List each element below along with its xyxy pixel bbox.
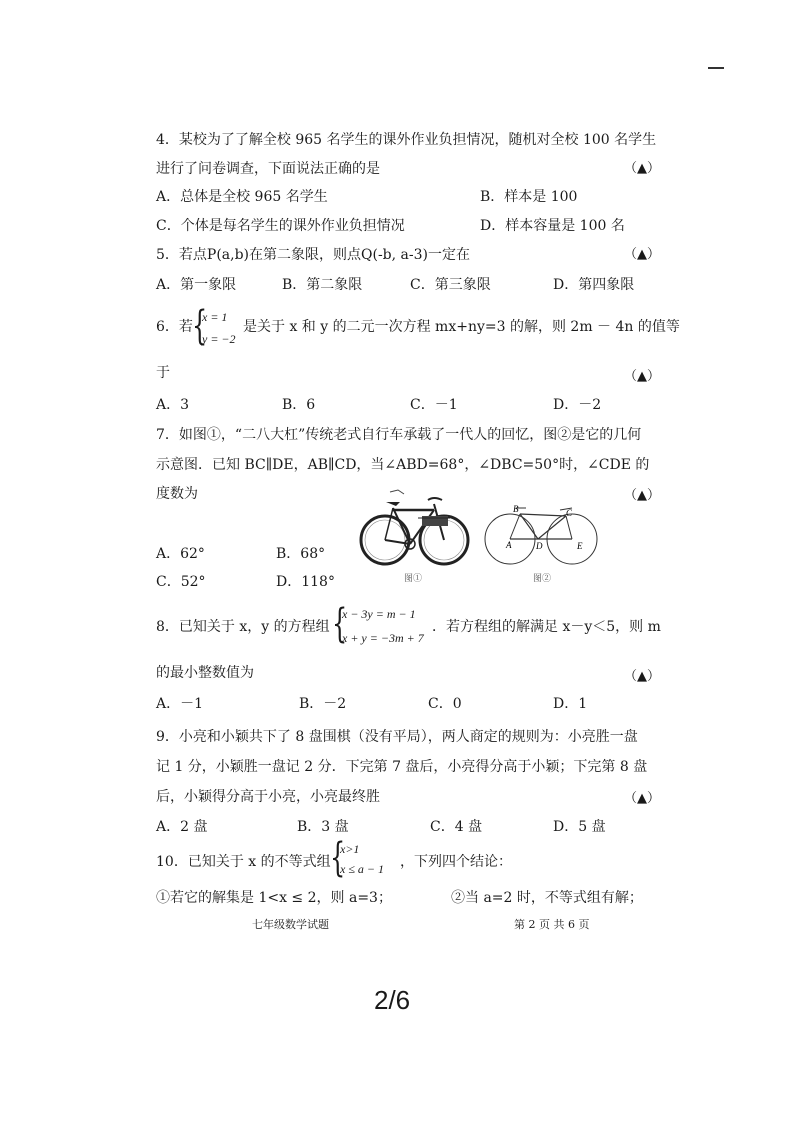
q8-option-a: A．－1 <box>156 696 204 712</box>
q10-prefix: 10．已知关于 x 的不等式组 <box>156 854 331 870</box>
q4-line-2: 进行了问卷调查，下面说法正确的是 <box>156 161 380 177</box>
q6-brace: { <box>192 303 208 349</box>
q4-option-a: A．总体是全校 965 名学生 <box>156 189 328 205</box>
q4-answer-mark: （▲） <box>624 161 660 176</box>
q8-system-eq-2: x + y = −3m + 7 <box>342 631 424 645</box>
q10-system-eq-1: x>1 <box>340 842 360 856</box>
figure-2-caption: 图② <box>533 574 552 584</box>
bicycle-geometry-figure <box>480 494 605 570</box>
q6-system-eq-2: y = −2 <box>202 332 236 346</box>
q8-option-c: C．0 <box>428 696 462 712</box>
bicycle-photo-figure <box>358 488 473 570</box>
footer-exam-title: 七年级数学试题 <box>252 918 329 931</box>
q8-prefix: 8．已知关于 x，y 的方程组 <box>156 619 330 635</box>
q9-line-2: 记 1 分，小颖胜一盘记 2 分．下完第 7 盘后，小亮得分高于小颖；下完第 8 盘 <box>156 759 648 775</box>
footer-page-info: 第 2 页 共 6 页 <box>514 918 590 931</box>
q10-line-1-rest: ，下列四个结论： <box>400 854 512 870</box>
q9-answer-mark: （▲） <box>624 791 660 806</box>
q8-system-eq-1: x − 3y = m − 1 <box>342 607 416 621</box>
q6-option-b: B．6 <box>282 397 316 413</box>
q9-option-c: C．4 盘 <box>430 819 483 835</box>
q7-line-2: 示意图．已知 BC∥DE，AB∥CD，当∠ABD=68°，∠DBC=50°时，∠CDE 的 <box>156 457 650 473</box>
q6-prefix: 6．若 <box>156 319 193 335</box>
q10-brace: { <box>330 835 346 881</box>
q7-option-c: C．52° <box>156 574 206 590</box>
q7-line-3: 度数为 <box>156 486 198 502</box>
q5-option-d: D．第四象限 <box>553 277 635 293</box>
q10-conclusion-2: ②当 a=2 时，不等式组有解； <box>451 890 643 906</box>
q9-line-3: 后，小颖得分高于小亮，小亮最终胜 <box>156 789 380 805</box>
q8-line-1-rest: ．若方程组的解满足 x－y＜5，则 m <box>432 619 661 635</box>
q9-option-a: A．2 盘 <box>156 819 208 835</box>
q8-line-2: 的最小整数值为 <box>156 665 254 681</box>
q10-conclusion-1: ①若它的解集是 1<x ≤ 2，则 a=3； <box>156 890 392 906</box>
q8-option-d: D．1 <box>553 696 588 712</box>
figure-1-caption: 图① <box>404 574 423 584</box>
q8-brace: { <box>332 601 348 647</box>
label-b: B <box>513 504 519 514</box>
q4-option-d: D．样本容量是 100 名 <box>480 218 625 234</box>
q4-line-1: 4．某校为了了解全校 965 名学生的课外作业负担情况，随机对全校 100 名学生 <box>156 132 657 148</box>
label-e: E <box>577 541 583 551</box>
q7-option-a: A．62° <box>156 546 205 562</box>
q7-line-1: 7．如图①，“二八大杠”传统老式自行车承载了一代人的回忆，图②是它的几何 <box>156 427 642 443</box>
q6-line-2: 于 <box>156 365 170 381</box>
label-c: C <box>566 508 573 518</box>
viewer-page-number: 2/6 <box>374 985 411 1015</box>
q8-option-b: B．－2 <box>299 696 347 712</box>
q7-option-d: D．118° <box>276 574 335 590</box>
q4-option-c: C．个体是每名学生的课外作业负担情况 <box>156 218 405 234</box>
q4-option-b: B．样本是 100 <box>480 189 578 205</box>
q9-line-1: 9．小亮和小颖共下了 8 盘围棋（没有平局），两人商定的规则为：小亮胜一盘 <box>156 729 638 745</box>
q6-option-a: A．3 <box>156 397 190 413</box>
q6-system-eq-1: x = 1 <box>202 310 228 324</box>
q6-option-d: D．－2 <box>553 397 602 413</box>
q9-option-b: B．3 盘 <box>297 819 349 835</box>
corner-mark <box>708 67 724 69</box>
label-d: D <box>536 541 543 551</box>
q5-option-a: A．第一象限 <box>156 277 237 293</box>
q6-answer-mark: （▲） <box>624 369 660 384</box>
q6-option-c: C．－1 <box>410 397 458 413</box>
q7-option-b: B．68° <box>276 546 326 562</box>
q7-answer-mark: （▲） <box>624 488 660 503</box>
q9-option-d: D．5 盘 <box>553 819 606 835</box>
q10-system-eq-2: x ≤ a − 1 <box>340 862 385 876</box>
q5-option-b: B．第二象限 <box>282 277 363 293</box>
q5-option-c: C．第三象限 <box>410 277 491 293</box>
q5-line-1: 5．若点P(a,b)在第二象限，则点Q(-b, a-3)一定在 <box>156 247 470 263</box>
q5-answer-mark: （▲） <box>624 247 660 262</box>
q8-answer-mark: （▲） <box>624 669 660 684</box>
label-a: A <box>506 540 512 550</box>
q6-line-1-rest: 是关于 x 和 y 的二元一次方程 mx+ny=3 的解，则 2m － 4n 的值等 <box>243 319 680 335</box>
